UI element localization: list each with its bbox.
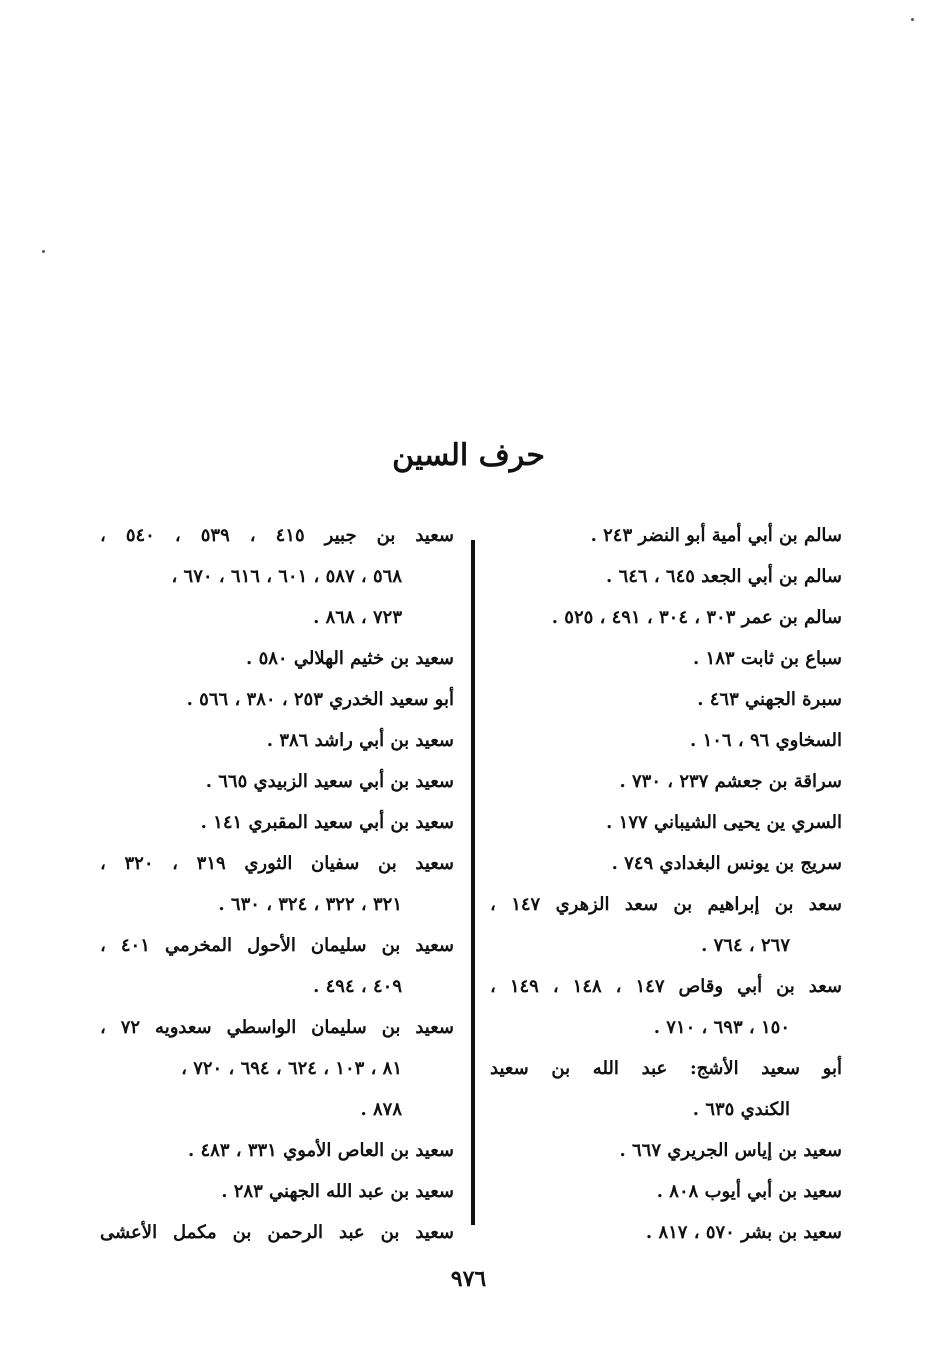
scan-speck bbox=[911, 18, 914, 21]
index-entry: سعيد بن أبي سعيد المقبري ١٤١ . bbox=[200, 812, 454, 833]
index-entry: سعيد بن عبد الرحمن بن مكمل الأعشى bbox=[100, 1222, 454, 1243]
index-entry: أبو سعيد الخدري ٢٥٣ ، ٣٨٠ ، ٥٦٦ . bbox=[186, 689, 454, 710]
index-entry: سالم بن أبي الجعد ٦٤٥ ، ٦٤٦ . bbox=[606, 566, 842, 587]
page-number: ٩٧٦ bbox=[450, 1266, 487, 1292]
index-entry: سعيد بن أبي أيوب ٨٠٨ . bbox=[656, 1181, 842, 1202]
index-column-left bbox=[100, 515, 454, 1253]
index-entry: سراقة بن جعشم ٢٣٧ ، ٧٣٠ . bbox=[619, 771, 842, 792]
index-entry: سعد بن أبي وقاص ١٤٧ ، ١٤٨ ، ١٤٩ ، bbox=[490, 976, 842, 997]
index-entry: سعيد بن سليمان الأحول المخرمي ٤٠١ ، bbox=[100, 935, 454, 956]
index-entry-continuation: ٨١ ، ١٠٣ ، ٦٢٤ ، ٦٩٤ ، ٧٢٠ ، bbox=[181, 1058, 402, 1079]
index-entry: سعد بن إبراهيم بن سعد الزهري ١٤٧ ، bbox=[490, 894, 842, 915]
index-entry: سالم بن أبي أمية أبو النضر ٢٤٣ . bbox=[590, 525, 842, 546]
index-entry: سعيد بن أبي راشد ٣٨٦ . bbox=[266, 730, 454, 751]
index-entry: سبرة الجهني ٤٦٣ . bbox=[697, 689, 842, 710]
scan-speck bbox=[42, 250, 45, 253]
index-entry: سريج بن يونس البغدادي ٧٤٩ . bbox=[611, 853, 842, 874]
page-title: حرف السين bbox=[392, 438, 545, 473]
index-entry-continuation: ٥٦٨ ، ٥٨٧ ، ٦٠١ ، ٦١٦ ، ٦٧٠ ، bbox=[171, 566, 402, 587]
index-entry: السخاوي ٩٦ ، ١٠٦ . bbox=[690, 730, 842, 751]
index-entry: سعيد بن العاص الأموي ٣٣١ ، ٤٨٣ . bbox=[187, 1140, 454, 1161]
index-entry-continuation: ١٥٠ ، ٦٩٣ ، ٧١٠ . bbox=[653, 1017, 790, 1038]
column-divider bbox=[471, 540, 475, 1225]
index-entry-continuation: ٧٢٣ ، ٨٦٨ . bbox=[313, 607, 402, 628]
index-entry-continuation: ٨٧٨ . bbox=[360, 1099, 402, 1120]
index-entry: أبو سعيد الأشج: عبد الله بن سعيد bbox=[490, 1058, 842, 1079]
index-entry-continuation: ٣٢١ ، ٣٢٢ ، ٣٢٤ ، ٦٣٠ . bbox=[218, 894, 402, 915]
index-entry: سعيد بن جبير ٤١٥ ، ٥٣٩ ، ٥٤٠ ، bbox=[100, 525, 454, 546]
index-entry: سعيد بن سليمان الواسطي سعدويه ٧٢ ، bbox=[100, 1017, 454, 1038]
index-entry-continuation: الكندي ٦٣٥ . bbox=[692, 1099, 790, 1120]
index-entry: سعيد بن سفيان الثوري ٣١٩ ، ٣٢٠ ، bbox=[100, 853, 454, 874]
index-entry-continuation: ٢٦٧ ، ٧٦٤ . bbox=[701, 935, 790, 956]
index-entry: سعيد بن بشر ٥٧٠ ، ٨١٧ . bbox=[645, 1222, 842, 1243]
index-entry: سعيد بن عبد الله الجهني ٢٨٣ . bbox=[221, 1181, 454, 1202]
index-entry: السري ين يحيى الشيباني ١٧٧ . bbox=[606, 812, 842, 833]
index-entry: سباع بن ثابت ١٨٣ . bbox=[693, 648, 842, 669]
index-entry: سعيد بن خثيم الهلالي ٥٨٠ . bbox=[246, 648, 454, 669]
index-entry: سالم بن عمر ٣٠٣ ، ٣٠٤ ، ٤٩١ ، ٥٢٥ . bbox=[551, 607, 842, 628]
index-entry-continuation: ٤٠٩ ، ٤٩٤ . bbox=[313, 976, 402, 997]
index-entry: سعيد بن أبي سعيد الزبيدي ٦٦٥ . bbox=[205, 771, 454, 792]
index-entry: سعيد بن إياس الجريري ٦٦٧ . bbox=[619, 1140, 842, 1161]
index-column-right bbox=[490, 515, 842, 1253]
